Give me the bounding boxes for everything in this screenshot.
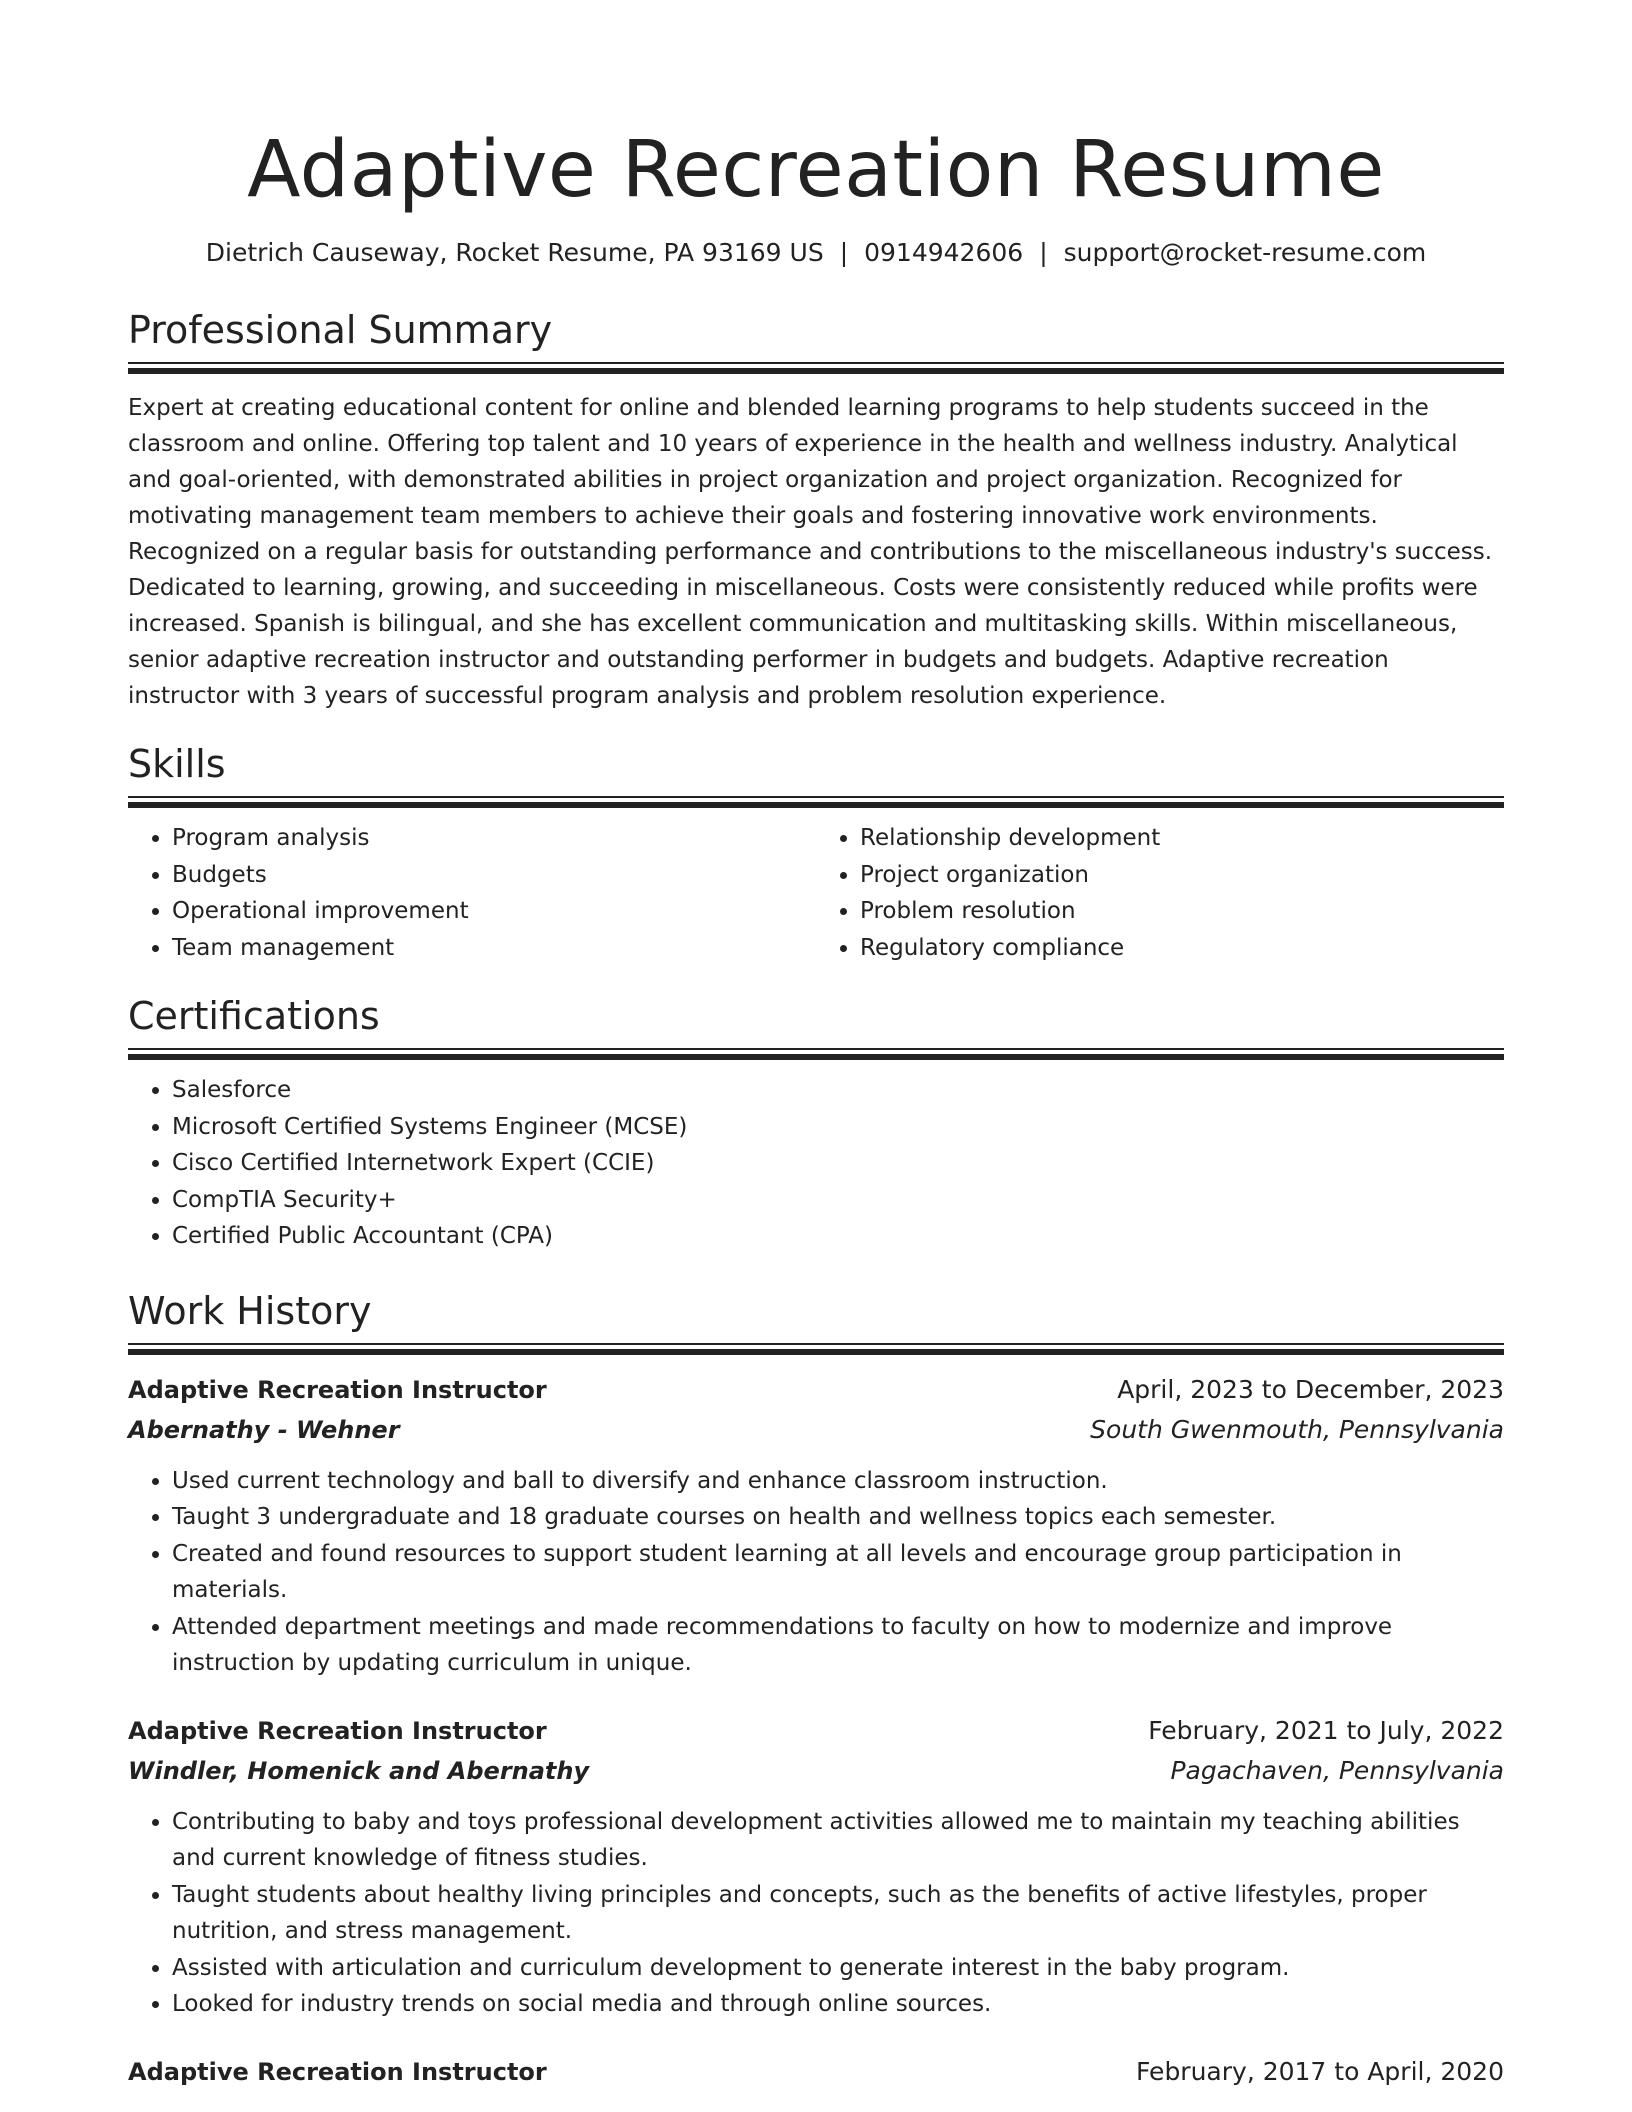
- section-divider: [128, 1048, 1504, 1060]
- job-dates: February, 2021 to July, 2022: [1148, 1715, 1504, 1745]
- list-item: • Attended department meetings and made recommendations to faculty on how to modernize and improve instruction by updating curriculum in unique.: [172, 1609, 1504, 1682]
- summary-section: [128, 306, 1504, 714]
- job-dates: April, 2023 to December, 2023: [1117, 1374, 1504, 1404]
- job-entry: [128, 2053, 1504, 2091]
- job-subheader: [128, 1752, 1504, 1790]
- list-item: • Regulatory compliance: [860, 930, 1504, 967]
- list-item: • Cisco Certified Internetwork Expert (CCIE): [172, 1145, 1504, 1182]
- list-item: • Relationship development: [860, 820, 1504, 857]
- skills-grid: [128, 820, 1504, 966]
- list-item: • Salesforce: [172, 1072, 1504, 1109]
- summary-text: Expert at creating educational content for online and blended learning programs to help students succeed in the classroom and online. Offering top talent and 10 years of experience in the health and wellness industry. Analytical and goal-oriented, with demonstrated abilities in project organization and project organization. Recognized for motivating management team members to achieve their goals and fostering innovative work environments. Recognized on a regular basis for outstanding performance and contributions to the miscellaneous industry's success. Dedicated to learning, growing, and succeeding in miscellaneous. Costs were consistently reduced while profits were increased. Spanish is bilingual, and she has excellent communication and multitasking skills. Within miscellaneous, senior adaptive recreation instructor and outstanding performer in budgets and budgets. Adaptive recreation instructor with 3 years of successful program analysis and problem resolution experience.: [128, 395, 1493, 709]
- section-divider: [128, 796, 1504, 808]
- list-item: • Project organization: [860, 857, 1504, 894]
- list-item: • Taught 3 undergraduate and 18 graduate courses on health and wellness topics each semester.: [172, 1499, 1504, 1536]
- page-title: Adaptive Recreation Resume: [247, 125, 1385, 215]
- job-header: [128, 1712, 1504, 1750]
- list-item: • Problem resolution: [860, 893, 1504, 930]
- job-entry: [128, 1712, 1504, 2023]
- job-header: [128, 2053, 1504, 2091]
- section-heading-skills: Skills: [128, 742, 226, 786]
- contact-separator: |: [1039, 238, 1048, 267]
- phone: 0914942606: [864, 238, 1024, 267]
- section-divider: [128, 362, 1504, 374]
- list-item: • Contributing to baby and toys professional development activities allowed me to maintain my teaching abilities and current knowledge of fitness studies.: [172, 1804, 1504, 1877]
- skills-list-left: [128, 820, 816, 966]
- job-header: [128, 1371, 1504, 1409]
- address: Dietrich Causeway, Rocket Resume, PA 93169 US: [205, 238, 824, 267]
- job-company: Windler, Homenick and Abernathy: [128, 1756, 590, 1785]
- job-subheader: [128, 1411, 1504, 1449]
- list-item: • Operational improvement: [172, 893, 816, 930]
- list-item: • CompTIA Security+: [172, 1182, 1504, 1219]
- list-item: • Certified Public Accountant (CPA): [172, 1218, 1504, 1255]
- job-bullets: [128, 1804, 1504, 2023]
- list-item: • Taught students about healthy living principles and concepts, such as the benefits of active lifestyles, proper nutrition, and stress management.: [172, 1877, 1504, 1950]
- list-item: • Used current technology and ball to diversify and enhance classroom instruction.: [172, 1463, 1504, 1500]
- job-company: Abernathy - Wehner: [128, 1415, 400, 1444]
- contact-separator: |: [839, 238, 849, 267]
- job-entry: [128, 1371, 1504, 1682]
- certifications-list: [128, 1072, 1504, 1255]
- contact-line: [128, 236, 1504, 270]
- section-divider: [128, 1343, 1504, 1355]
- certifications-section: [128, 992, 1504, 1255]
- skills-list-right: [816, 820, 1504, 966]
- job-title: Adaptive Recreation Instructor: [128, 2057, 547, 2086]
- job-title: Adaptive Recreation Instructor: [128, 1375, 547, 1404]
- job-title: Adaptive Recreation Instructor: [128, 1716, 547, 1745]
- list-item: • Looked for industry trends on social media and through online sources.: [172, 1986, 1504, 2023]
- job-dates: February, 2017 to April, 2020: [1136, 2056, 1504, 2086]
- list-item: • Microsoft Certified Systems Engineer (MCSE): [172, 1109, 1504, 1146]
- job-location: Pagachaven, Pennsylvania: [1170, 1755, 1504, 1785]
- job-bullets: [128, 1463, 1504, 1682]
- list-item: • Created and found resources to support student learning at all levels and encourage group participation in materials.: [172, 1536, 1504, 1609]
- resume-page: [128, 0, 1504, 2091]
- skills-section: [128, 740, 1504, 966]
- section-heading-summary: Professional Summary: [128, 308, 553, 352]
- list-item: • Team management: [172, 930, 816, 967]
- list-item: • Program analysis: [172, 820, 816, 857]
- list-item: • Budgets: [172, 857, 816, 894]
- work-history-section: [128, 1287, 1504, 2091]
- job-location: South Gwenmouth, Pennsylvania: [1090, 1414, 1504, 1444]
- section-heading-certifications: Certifications: [128, 994, 380, 1038]
- list-item: • Assisted with articulation and curriculum development to generate interest in the baby program.: [172, 1950, 1504, 1987]
- section-heading-work-history: Work History: [128, 1288, 372, 1333]
- email: support@rocket-resume.com: [1063, 238, 1427, 267]
